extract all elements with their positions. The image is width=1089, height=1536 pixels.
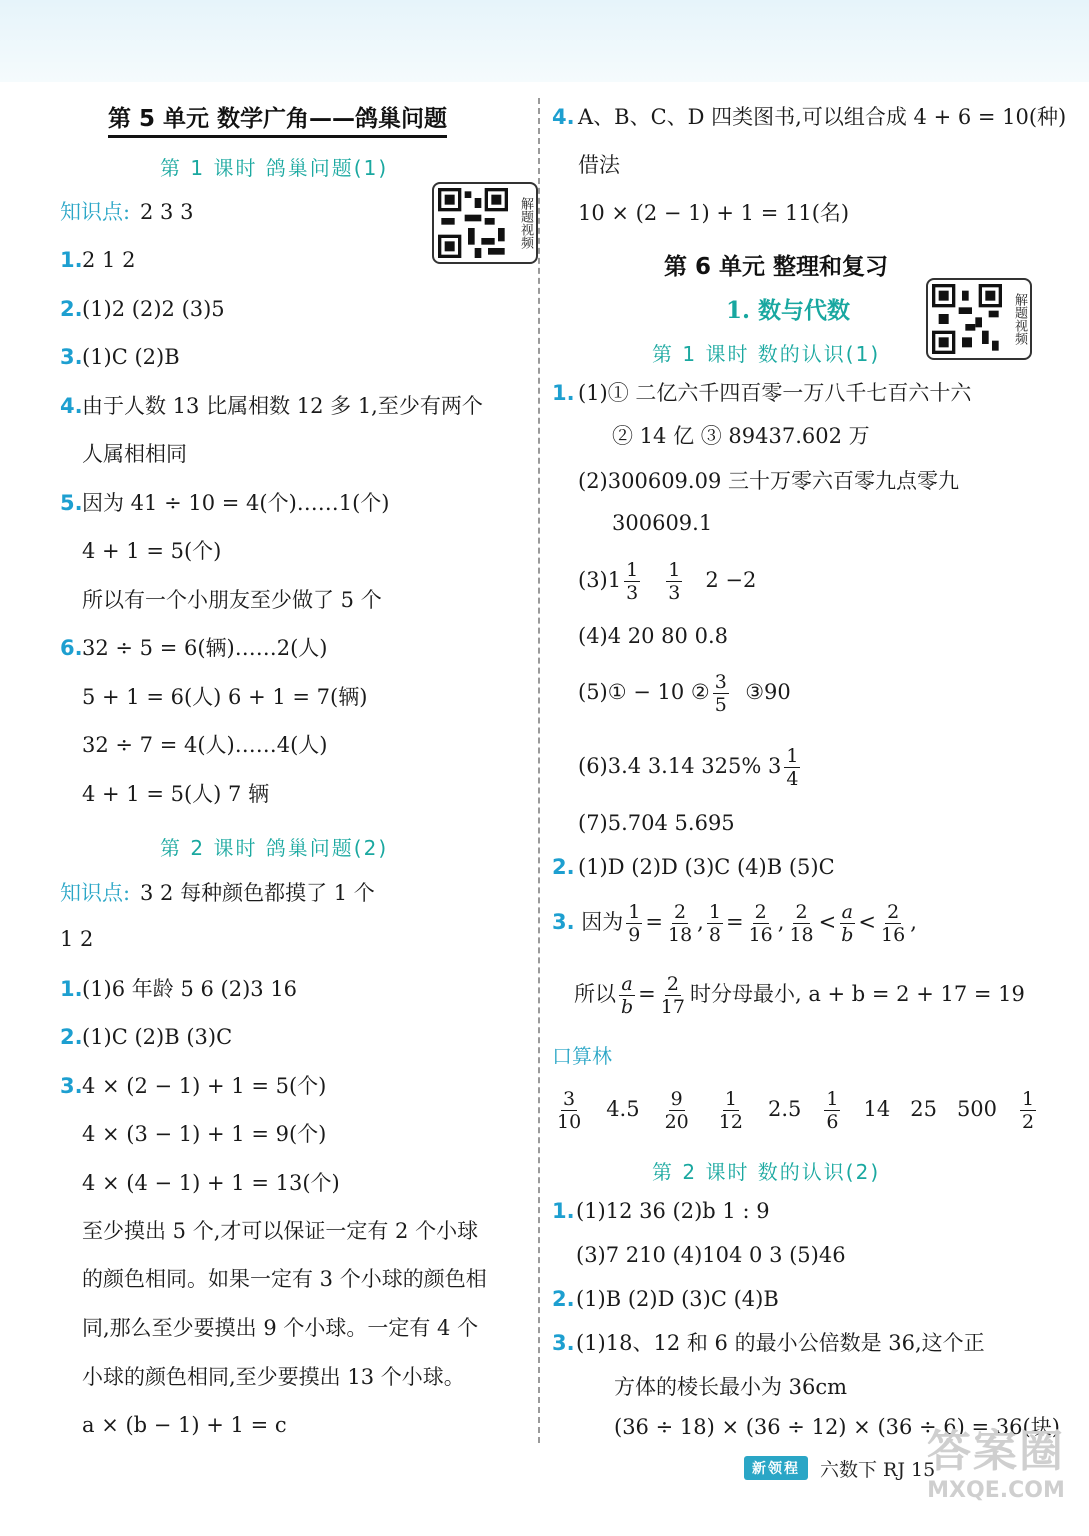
answer-text: 25 — [910, 1097, 937, 1121]
fraction: $\frac{3}{10}$ — [557, 1088, 582, 1133]
fraction: $\frac{2}{17}$ — [660, 973, 685, 1018]
question-number: 2. — [552, 1287, 575, 1311]
answer-text: 14 — [863, 1097, 891, 1121]
answer-line — [60, 633, 83, 663]
answer-line: (7)5.704 5.695 — [578, 811, 735, 835]
footer — [744, 1452, 935, 1484]
answer-line: (1)C (2)B (3)C — [82, 1025, 233, 1049]
fraction: $\frac{1}{9}$ — [628, 901, 641, 946]
knowledge-label: 知识点: — [60, 200, 131, 224]
unit-title: 第 5 单元 数学广角——鸽巢问题 — [108, 100, 447, 138]
answer-line — [60, 974, 83, 1004]
fraction: $\frac{1}{4}$ — [786, 745, 799, 790]
fraction: $\frac{a}{b}$ — [621, 973, 634, 1018]
answer-line-fractions — [578, 556, 756, 604]
qr-code[interactable] — [432, 182, 538, 264]
answer-line — [60, 245, 83, 275]
question-number: 1. — [552, 1199, 575, 1223]
answer-line — [60, 294, 83, 324]
column-divider — [538, 98, 540, 1443]
answer-line-fractions — [578, 668, 791, 716]
answer-line — [60, 1071, 83, 1101]
answer-line: (1)① 二亿六千四百零一万八千七百六十六 — [578, 381, 972, 405]
section-title: 1. 数与代数 — [726, 297, 851, 324]
top-band — [0, 0, 1089, 82]
fraction: $\frac{1}{8}$ — [708, 901, 721, 946]
qr-code-icon — [438, 188, 508, 258]
answer-line: A、B、C、D 四类图书,可以组合成 4 + 6 = 10(种) — [578, 105, 1067, 129]
answer-line: 2 1 2 — [82, 248, 136, 272]
footer-page-info: 六数下 RJ 15 — [820, 1458, 936, 1481]
answer-line-fractions — [578, 742, 803, 790]
answer-line: 小球的颜色相同,至少要摸出 13 个小球。 — [82, 1365, 465, 1389]
knowledge-label: 知识点: — [60, 881, 131, 905]
answer-line: 所以有一个小朋友至少做了 5 个 — [82, 588, 382, 612]
fraction: $\frac{2}{18}$ — [789, 901, 814, 946]
answer-line: 32 ÷ 5 = 6(辆)……2(人) — [82, 636, 328, 660]
answer-line: (1)12 36 (2)b 1 : 9 — [576, 1199, 770, 1223]
answer-text: (6)3.4 3.14 325% 3 — [578, 754, 782, 778]
answer-line: 32 ÷ 7 = 4(人)……4(人) — [82, 733, 328, 757]
question-number: 3. — [552, 1331, 575, 1355]
watermark-url: MXQE.COM — [927, 1478, 1065, 1503]
fraction: $\frac{1}{12}$ — [718, 1088, 743, 1133]
answer-line — [60, 391, 83, 421]
qr-label: 解题视频 — [1012, 293, 1027, 345]
fraction: $\frac{a}{b}$ — [841, 901, 854, 946]
answer-line: (1)B (2)D (3)C (4)B — [576, 1287, 779, 1311]
answer-line: (3)7 210 (4)104 0 3 (5)46 — [576, 1243, 846, 1267]
question-number: 5. — [60, 491, 83, 515]
lesson-title: 第 2 课时 鸽巢问题(2) — [160, 836, 389, 860]
answer-line: 的颜色相同。如果一定有 3 个小球的颜色相 — [82, 1267, 487, 1291]
answer-line — [552, 1196, 575, 1226]
brand-logo: 新领程 — [744, 1456, 808, 1480]
answer-text: (3)1 — [578, 568, 622, 592]
answer-line: (4)4 20 80 0.8 — [578, 624, 728, 648]
qr-code-icon — [932, 284, 1002, 354]
answer-line — [552, 378, 575, 408]
answer-line: 方体的棱长最小为 36cm — [614, 1375, 848, 1399]
answer-line: (2)300609.09 三十万零六百零九点零九 — [578, 469, 959, 493]
question-number: 1. — [60, 248, 83, 272]
answer-line: 借法 — [578, 153, 620, 177]
answer-line: ② 14 亿 ③ 89437.602 万 — [612, 424, 870, 448]
answer-line: 至少摸出 5 个,才可以保证一定有 2 个小球 — [82, 1219, 479, 1243]
answer-line — [552, 102, 575, 132]
knowledge-answer: 2 3 3 — [140, 200, 194, 224]
question-number: 1. — [60, 977, 83, 1001]
question-number: 2. — [552, 855, 575, 879]
answer-line: 5 + 1 = 6(人) 6 + 1 = 7(辆) — [82, 685, 368, 709]
answer-line — [552, 1284, 575, 1314]
watermark — [921, 1426, 1071, 1518]
question-number: 3. — [60, 1074, 83, 1098]
question-number: 6. — [60, 636, 83, 660]
answer-text: 因为 — [581, 910, 624, 934]
answer-text: (5)① − 10 ② — [578, 680, 710, 704]
answer-line: a × (b − 1) + 1 = c — [82, 1413, 287, 1437]
fraction: $\frac{9}{20}$ — [664, 1088, 689, 1133]
fraction: $\frac{2}{18}$ — [667, 901, 693, 946]
answer-text: 500 — [956, 1097, 998, 1121]
mental-math-answers — [552, 1084, 1059, 1134]
fraction: $\frac{3}{5}$ — [714, 671, 727, 716]
fraction: $\frac{2}{16}$ — [881, 901, 906, 946]
answer-line: (1)6 年龄 5 6 (2)3 16 — [82, 977, 298, 1001]
answer-line: 10 × (2 − 1) + 1 = 11(名) — [578, 201, 850, 225]
fraction: $\frac{1}{6}$ — [826, 1088, 839, 1133]
answer-line: (36 ÷ 18) × (36 ÷ 12) × (36 ÷ 6) = 36(块) — [614, 1415, 1060, 1439]
answer-text: 2 −2 — [705, 568, 757, 592]
question-number: 4. — [552, 105, 575, 129]
answer-line — [552, 1328, 575, 1358]
answer-line: 同,那么至少要摸出 9 个小球。一定有 4 个 — [82, 1316, 479, 1340]
answer-text: 所以 — [574, 982, 616, 1006]
answer-line — [60, 1022, 83, 1052]
answer-text: 时分母最小, a + b = 2 + 17 = 19 — [689, 982, 1025, 1006]
knowledge-answer: 3 2 每种颜色都摸了 1 个 — [140, 881, 375, 905]
fraction: $\frac{1}{3}$ — [626, 559, 639, 604]
lesson-title: 第 1 课时 数的认识(1) — [652, 342, 881, 366]
answer-line: 由于人数 13 比属相数 12 多 1,至少有两个 — [82, 394, 483, 418]
question-number: 3. — [552, 910, 575, 934]
answer-line — [60, 342, 83, 372]
answer-line: (1)C (2)B — [82, 345, 180, 369]
question-number: 2. — [60, 297, 83, 321]
fraction: $\frac{1}{2}$ — [1022, 1088, 1035, 1133]
answer-line: 300609.1 — [612, 511, 713, 535]
question-number: 1. — [552, 381, 575, 405]
qr-label: 解题视频 — [518, 197, 533, 249]
fraction: $\frac{1}{3}$ — [668, 559, 681, 604]
answer-line-fractions: 所以 $\frac{a}{b}$ = $\frac{2}{17}$ 时分母最小, a + b = 2 + 17 = 19 — [574, 973, 1025, 1018]
answer-line: 4 × (4 − 1) + 1 = 13(个) — [82, 1171, 340, 1195]
watermark-text: 答案圈 — [927, 1426, 1065, 1477]
answer-line: 4 + 1 = 5(人) 7 辆 — [82, 782, 270, 806]
answer-line: 4 × (2 − 1) + 1 = 5(个) — [82, 1074, 327, 1098]
question-number: 3. — [60, 345, 83, 369]
fraction: $\frac{2}{16}$ — [748, 901, 773, 946]
lesson-title: 第 1 课时 鸽巢问题(1) — [160, 156, 389, 180]
lesson-title: 第 2 课时 数的认识(2) — [652, 1160, 881, 1184]
answer-line: 4 × (3 − 1) + 1 = 9(个) — [82, 1122, 327, 1146]
answer-line: 1 2 — [60, 927, 94, 951]
question-number: 4. — [60, 394, 83, 418]
answer-line: 因为 41 ÷ 10 = 4(个)……1(个) — [82, 491, 390, 515]
qr-code[interactable] — [926, 278, 1032, 360]
answer-line: (1)2 (2)2 (3)5 — [82, 297, 225, 321]
mental-math-label: 口算林 — [552, 1044, 612, 1068]
answer-line: 人属相相同 — [82, 442, 187, 466]
answer-line — [60, 488, 83, 518]
question-number: 2. — [60, 1025, 83, 1049]
answer-line-fractions: 3. 因为 $\frac{1}{9}$ = $\frac{2}{18}$ , $\frac{1}{8}$ = $\frac{2}{16}$ , $\frac{2}{18}$ < $\frac{a}{b}$ < $\frac{2}{16}$ , — [552, 901, 917, 946]
answer-text: 4.5 — [606, 1097, 640, 1121]
answer-text: 2.5 — [767, 1097, 802, 1121]
answer-line — [552, 852, 575, 882]
answer-line: (1)18、12 和 6 的最小公倍数是 36,这个正 — [576, 1331, 985, 1355]
answer-line: (1)D (2)D (3)C (4)B (5)C — [578, 855, 835, 879]
answer-line: 4 + 1 = 5(个) — [82, 539, 222, 563]
unit-title: 第 6 单元 整理和复习 — [664, 254, 889, 280]
answer-text: ③90 — [745, 680, 791, 704]
